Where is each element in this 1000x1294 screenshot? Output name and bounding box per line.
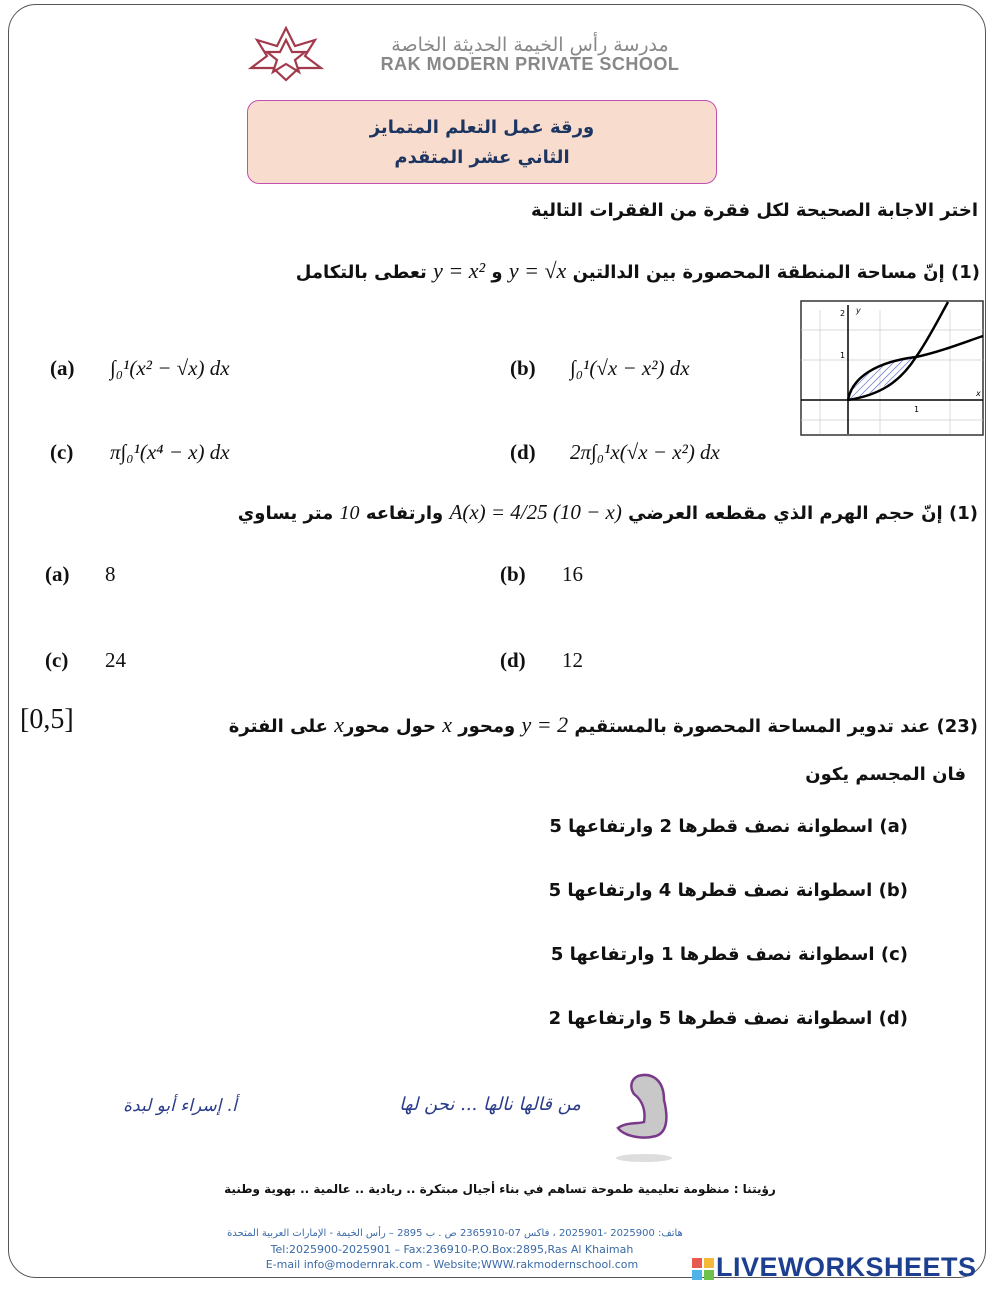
q3-interval: [0,5]	[20, 704, 74, 735]
page-border	[8, 4, 986, 1278]
contact-english: Tel:2025900-2025901 – Fax:236910-P.O.Box:2895,Ras Al Khaimah	[270, 1243, 634, 1256]
q3-option-a[interactable]: (a) اسطوانة نصف قطرها 2 وارتفاعها 5	[549, 816, 908, 837]
y-tick-2: 2	[840, 309, 846, 318]
q1-option-b[interactable]: (b) ∫₀¹(√x − x²) dx	[510, 356, 690, 380]
motto: من قالها نالها ... نحن لها	[399, 1094, 581, 1115]
worksheet-title-box	[247, 100, 717, 184]
q1-text-b: تعطى بالتكامل	[295, 262, 427, 283]
contact-arabic: هاتف: 2025900 -2025901 ، فاكس 07-2365910 ص . ب 2895 – رأس الخيمة - الإمارات العربية المتحدة	[227, 1228, 683, 1239]
q3-text-a: عند تدوير المساحة المحصورة بالمستقيم	[574, 716, 931, 737]
instructions: اختر الاجابة الصحيحة لكل فقرة من الفقرات التالية	[531, 200, 978, 221]
x-axis-label: x	[976, 389, 981, 398]
y-axis-label: y	[856, 306, 861, 315]
contact-email: E-mail info@modernrak.com - Website;WWW.rakmodernschool.com	[265, 1258, 639, 1271]
question-2	[238, 500, 978, 525]
q1-text-a: إنّ مساحة المنطقة المحصورة بين الدالتين	[572, 262, 945, 283]
worksheet-title: ورقة عمل التعلم المتمايز	[369, 117, 595, 138]
q1-option-d[interactable]: (d) 2π∫₀¹x(√x − x²) dx	[510, 440, 720, 464]
y-tick-1: 1	[840, 351, 846, 360]
q2-text-c: متر يساوي	[237, 503, 334, 524]
teacher-name: أ. إسراء أبو لبدة	[123, 1096, 237, 1116]
q3-line2: فان المجسم يكون	[805, 764, 966, 785]
q3-option-c[interactable]: (c) اسطوانة نصف قطرها 1 وارتفاعها 5	[550, 944, 908, 965]
q3-text-b: ومحور	[458, 716, 516, 737]
q3-number: (23)	[936, 716, 978, 737]
q2-option-b[interactable]: (b) 16	[500, 562, 583, 586]
q1-and: و	[491, 262, 503, 283]
q2-number: (1)	[949, 503, 978, 524]
q1-function-2: y = x²	[433, 258, 486, 283]
q1-function-1: y = √x	[508, 258, 567, 283]
q3-line: y = 2	[521, 712, 569, 737]
q3-text-c: حول محور	[344, 716, 436, 737]
school-logo-icon	[243, 26, 329, 82]
vision-statement: رؤيتنا : منظومة تعليمية طموحة تساهم في بناء أجيال مبتكرة .. ريادية .. عالمية .. بهوية وطنية	[224, 1182, 776, 1196]
q2-formula: A(x) = 4/25 (10 − x)	[449, 500, 622, 524]
q1-option-a[interactable]: (a) ∫₀¹(x² − √x) dx	[50, 356, 230, 380]
question-3	[229, 712, 978, 738]
liveworksheets-logo-icon	[692, 1258, 714, 1280]
school-name-english: RAK MODERN PRIVATE SCHOOL	[380, 54, 680, 74]
q2-height: 10	[339, 502, 360, 524]
q1-number: (1)	[951, 262, 980, 283]
q3-axis2: x	[334, 712, 345, 737]
q3-axis: x	[442, 712, 452, 737]
x-tick-1: 1	[914, 405, 920, 414]
q3-text-d: على الفترة	[228, 716, 328, 737]
muscle-arm-icon	[612, 1070, 676, 1166]
q2-option-d[interactable]: (d) 12	[500, 648, 583, 672]
question-1	[296, 258, 980, 284]
q2-text-a: إنّ حجم الهرم الذي مقطعه العرضي	[628, 503, 943, 524]
liveworksheets-brand[interactable]: LIVEWORKSHEETS	[716, 1252, 977, 1282]
q3-option-d[interactable]: (d) اسطوانة نصف قطرها 5 وارتفاعها 2	[548, 1008, 908, 1029]
q2-option-c[interactable]: (c) 24	[45, 648, 126, 672]
q1-graph	[800, 300, 984, 436]
q3-option-b[interactable]: (b) اسطوانة نصف قطرها 4 وارتفاعها 5	[548, 880, 908, 901]
q2-text-b: وارتفاعه	[365, 503, 444, 524]
worksheet-grade: الثاني عشر المتقدم	[394, 147, 570, 168]
q1-option-c[interactable]: (c) π∫₀¹(x⁴ − x) dx	[50, 440, 230, 464]
school-name-arabic: مدرسة رأس الخيمة الحديثة الخاصة	[391, 34, 669, 56]
q2-option-a[interactable]: (a) 8	[45, 562, 116, 586]
